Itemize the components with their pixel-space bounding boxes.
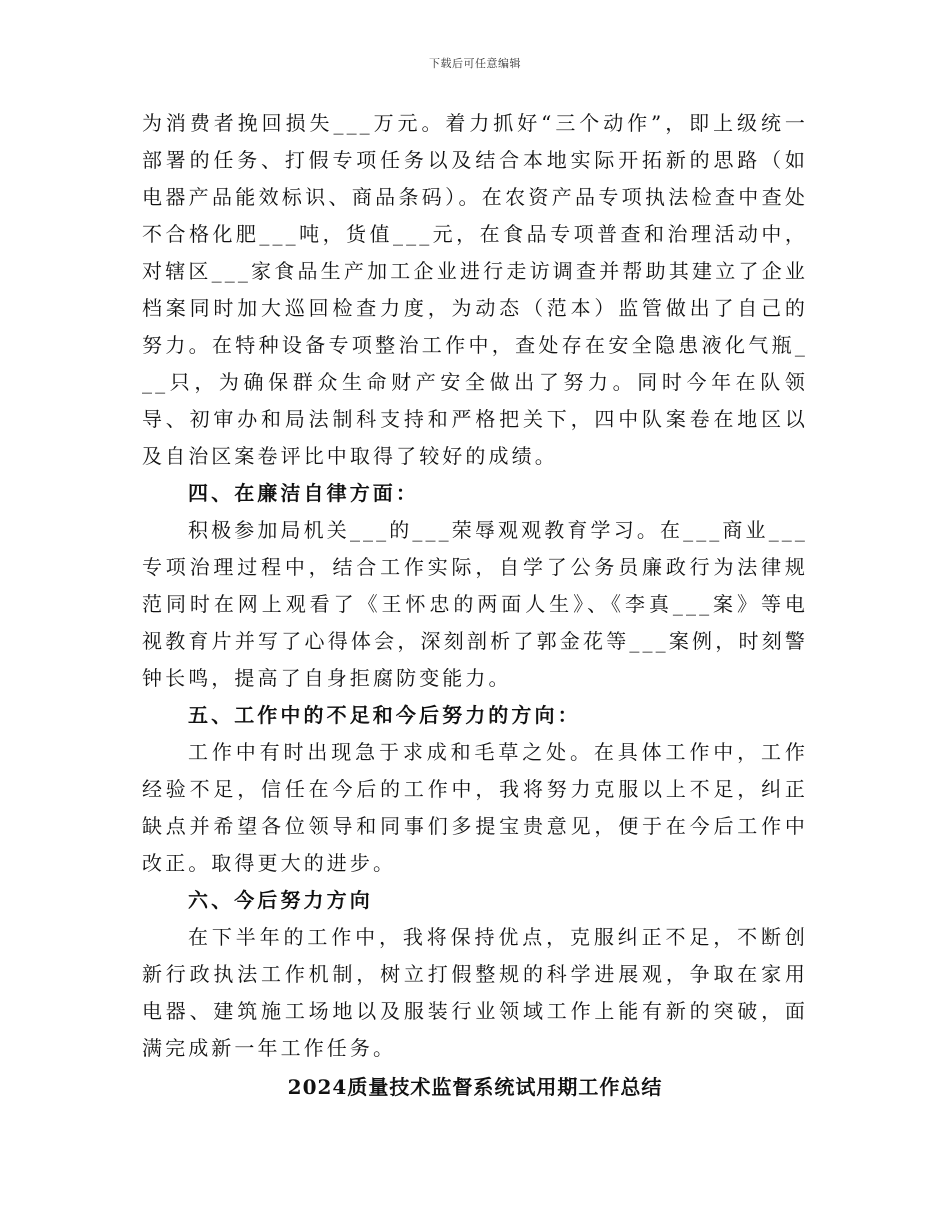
section-heading-shortcomings: 五、工作中的不足和今后努力的方向：: [188, 703, 581, 727]
paragraph-future-direction: 在下半年的工作中，我将保持优点，克服纠正不足，不断创新行政执法工作机制，树立打假整规的科学进展观，争取在家用电器、建筑施工场地以及服装行业领域工作上能有新的突破，面满完成新一年工作任务。: [142, 925, 808, 1060]
section-heading-future-direction: 六、今后努力方向: [188, 888, 373, 912]
section-heading-integrity: 四、在廉洁自律方面：: [188, 481, 419, 505]
paragraph-integrity: 积极参加局机关___的___荣辱观观教育学习。在___商业___专项治理过程中，结合工作实际，自学了公务员廉政行为法律规范同时在网上观看了《王怀忠的两面人生》、《李真___案》等电视教育片并写了心得体会，深刻剖析了郭金花等___案例，时刻警钟长鸣，提高了自身拒腐防变能力。: [142, 518, 808, 690]
page-header-note: 下载后可任意编辑: [429, 57, 521, 70]
document-title: 2024质量技术监督系统试用期工作总结: [287, 1075, 663, 1099]
paragraph-shortcomings: 工作中有时出现急于求成和毛草之处。在具体工作中，工作经验不足，信任在今后的工作中，我将努力克服以上不足，纠正缺点并希望各位领导和同事们多提宝贵意见，便于在今后工作中改正。取得更大的进步。: [142, 740, 808, 875]
document-body: [142, 105, 808, 1106]
paragraph-enforcement-results: 为消费者挽回损失___万元。着力抓好“三个动作”，即上级统一部署的任务、打假专项任务以及结合本地实际开拓新的思路（如电器产品能效标识、商品条码）。在农资产品专项执法检查中查处不合格化肥___吨，货值___元，在食品专项普查和治理活动中，对辖区___家食品生产加工企业进行走访调查并帮助其建立了企业档案同时加大巡回检查力度，为动态（范本）监管做出了自己的努力。在特种设备专项整治工作中，查处存在安全隐患液化气瓶___只，为确保群众生命财产安全做出了努力。同时今年在队领导、初审办和局法制科支持和严格把关下，四中队案卷在地区以及自治区案卷评比中取得了较好的成绩。: [142, 111, 808, 468]
